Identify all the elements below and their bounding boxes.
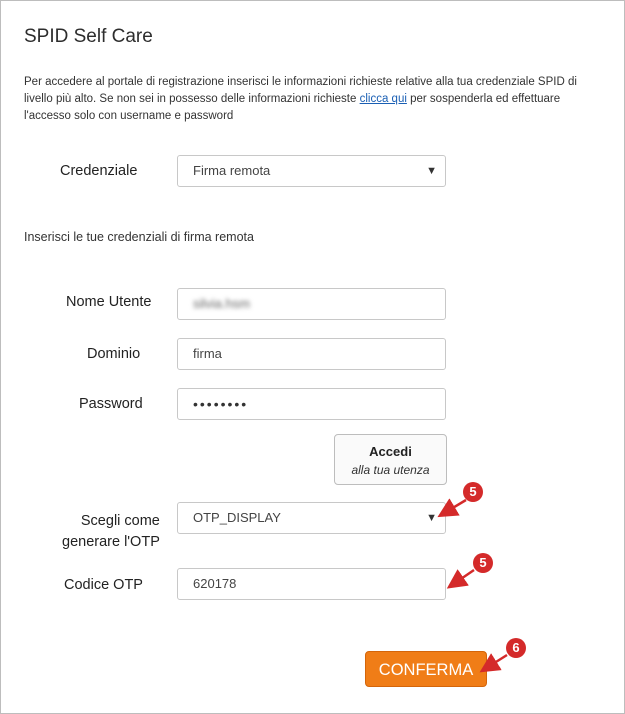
suspend-link[interactable]: clicca qui <box>359 93 407 105</box>
callout-arrow-1 <box>446 500 466 512</box>
accedi-button-label: Accedi <box>369 444 412 459</box>
remote-sign-instructions: Inserisci le tue credenziali di firma remota <box>24 230 254 244</box>
caret-down-icon: ▼ <box>426 165 437 177</box>
otp-code-value: 620178 <box>193 576 237 591</box>
intro-text-after: per sospenderla ed effettuare l'accesso solo con username e password <box>24 93 561 122</box>
username-value: silvia.hsm <box>193 296 251 311</box>
caret-down-icon: ▼ <box>426 512 437 524</box>
otp-method-value: OTP_DISPLAY <box>193 510 281 525</box>
credential-select-value: Firma remota <box>193 163 271 178</box>
username-label: Nome Utente <box>66 294 152 310</box>
callout-badge-1: 5 <box>463 482 483 502</box>
password-label: Password <box>79 396 143 412</box>
otp-code-label: Codice OTP <box>64 577 143 593</box>
callout-badge-2: 5 <box>473 553 493 573</box>
page-title: SPID Self Care <box>24 26 153 47</box>
domain-label: Dominio <box>87 346 141 362</box>
domain-value: firma <box>193 346 222 361</box>
password-value: •••••••• <box>193 396 249 412</box>
callout-arrow-3 <box>488 655 507 667</box>
accedi-button-sublabel: alla tua utenza <box>351 463 430 477</box>
intro-text-before: Per accedere al portale di registrazione inserisci le informazioni richieste relative alla tua credenziale SPID di livello più alto. Se non sei in possesso delle informazioni richieste <box>24 76 577 105</box>
callout-arrow-2 <box>455 570 474 583</box>
callout-badge-3: 6 <box>506 638 526 658</box>
otp-method-label-line2: generare l'OTP <box>62 534 160 550</box>
otp-method-label-line1: Scegli come <box>80 513 160 529</box>
credential-label: Credenziale <box>60 163 138 179</box>
confirm-button[interactable]: CONFERMA <box>365 651 487 687</box>
